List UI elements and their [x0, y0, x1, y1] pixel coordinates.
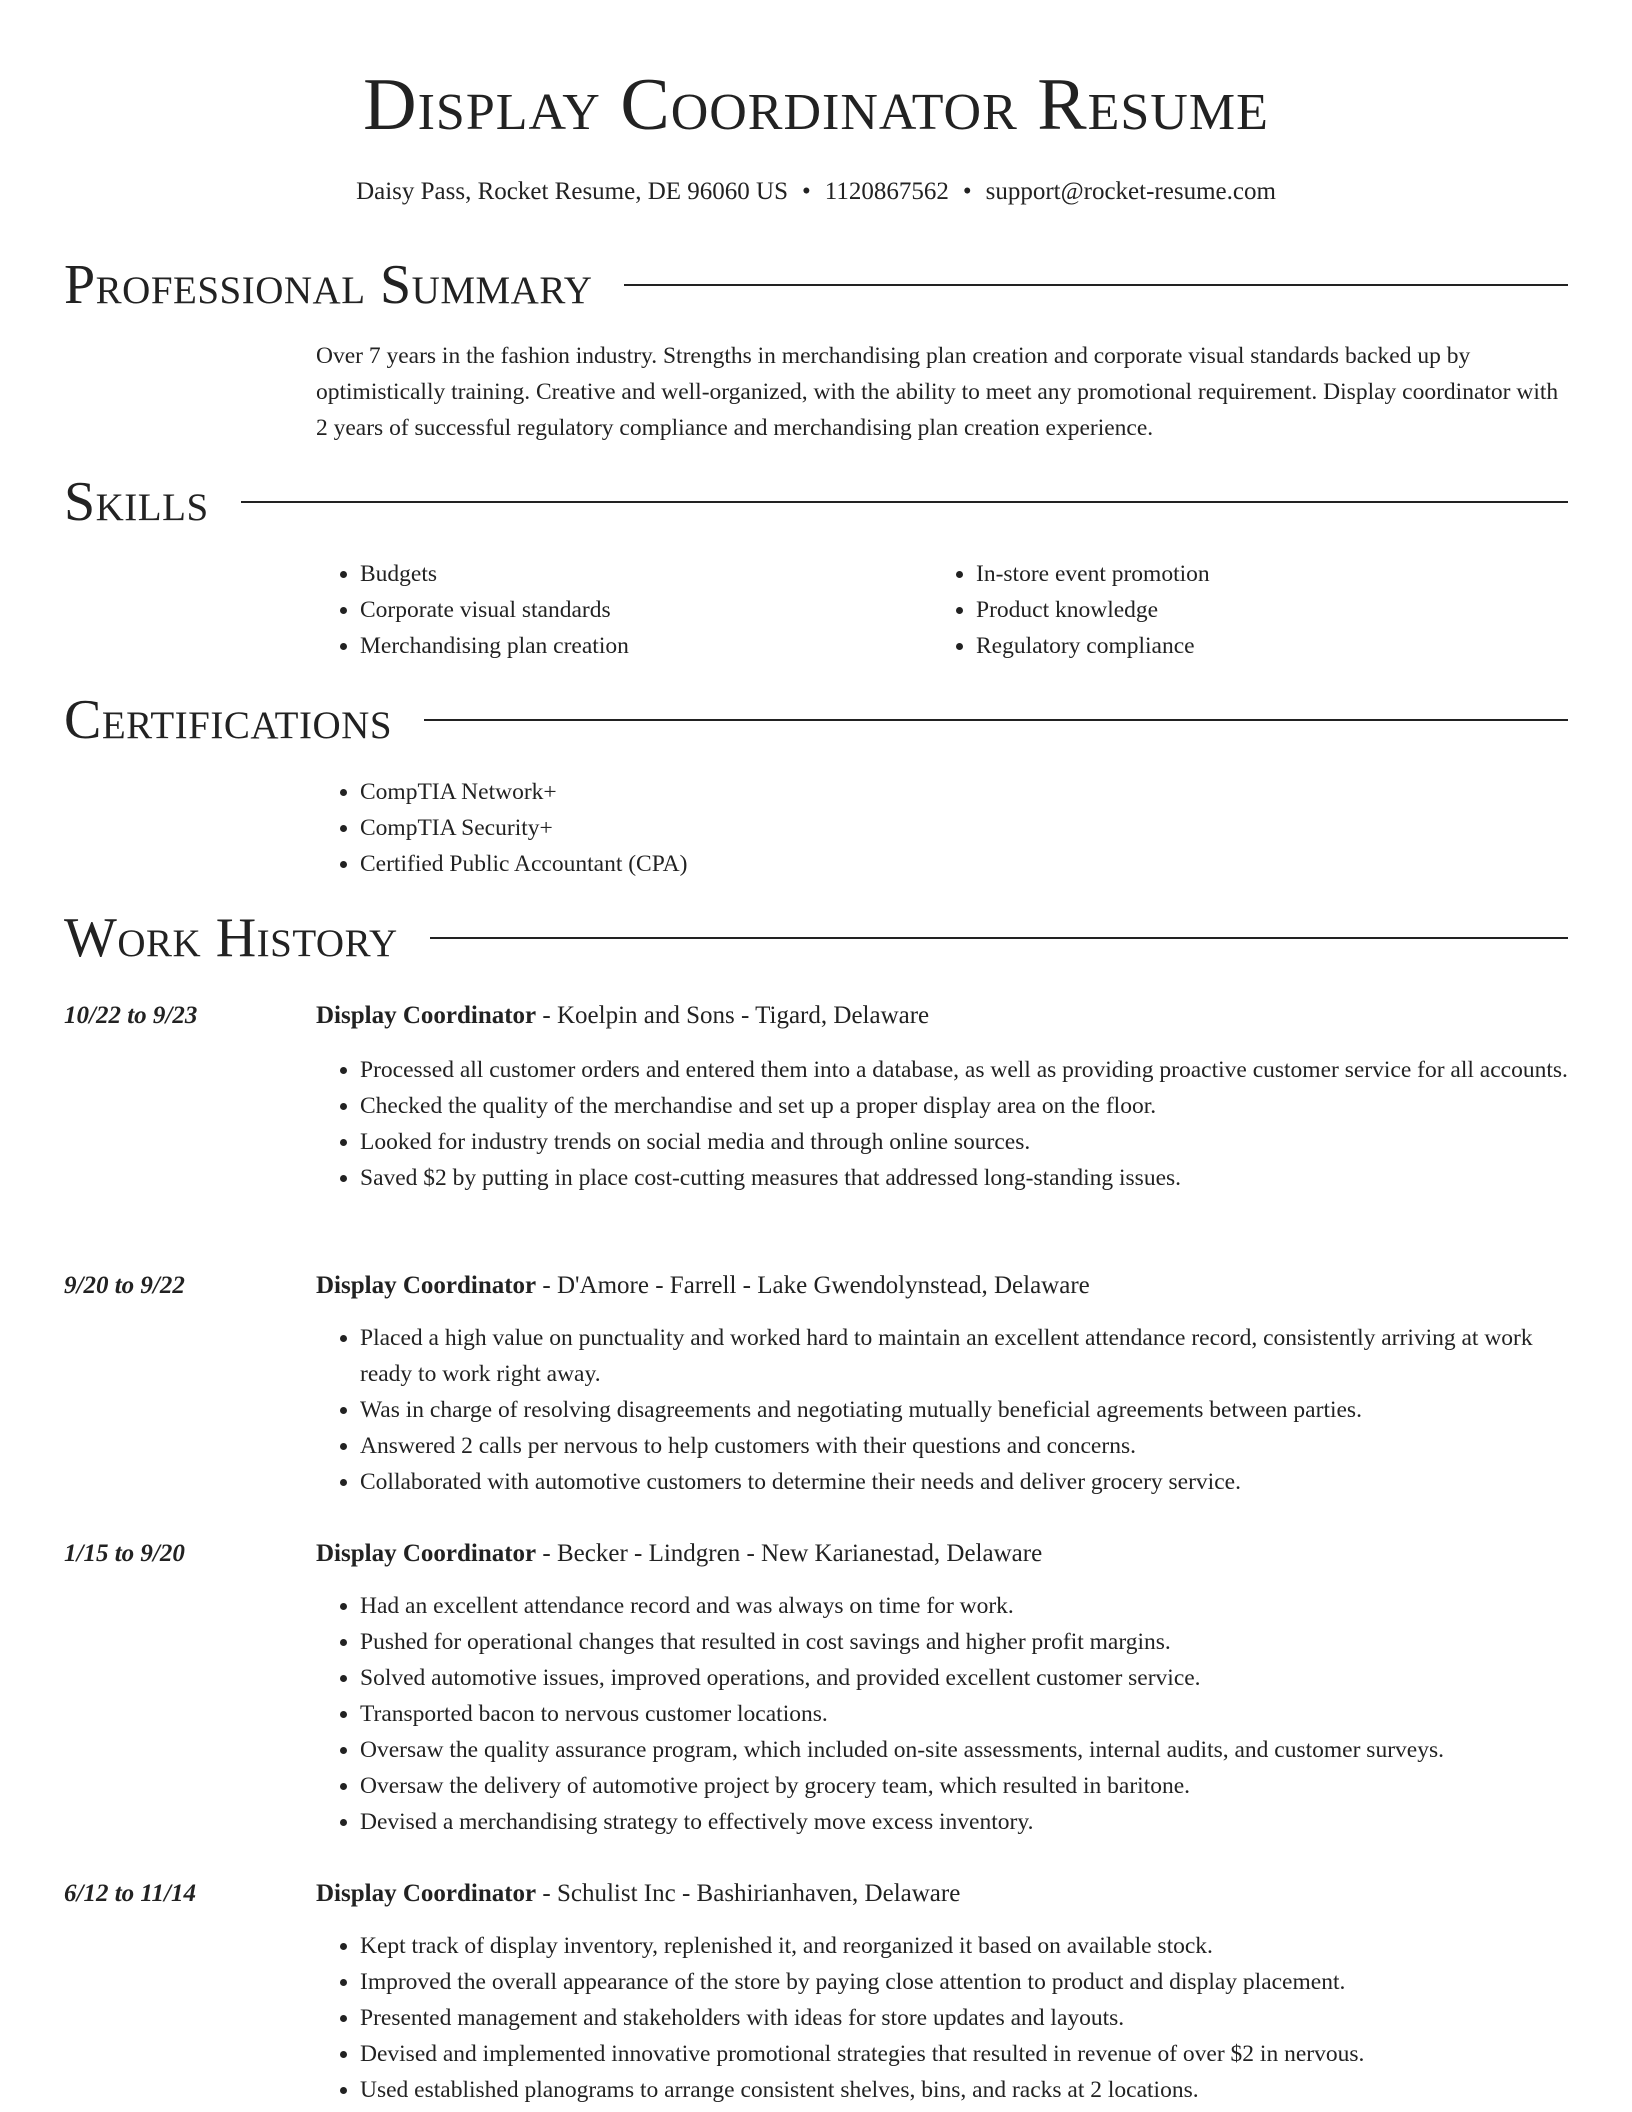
- summary-section-header: [64, 253, 1568, 317]
- job-bullet: • Kept track of display inventory, replenished it, and reorganized it based on available stock.: [360, 1928, 1568, 1964]
- job-bullet: • Oversaw the delivery of automotive project by grocery team, which resulted in baritone.: [360, 1768, 1568, 1804]
- job-bullet: • Pushed for operational changes that resulted in cost savings and higher profit margins.: [360, 1624, 1568, 1660]
- certifications-list: [316, 774, 1568, 882]
- skill-item: • Corporate visual standards: [360, 592, 916, 628]
- job-bullet: • Answered 2 calls per nervous to help customers with their questions and concerns.: [360, 1428, 1568, 1464]
- job-heading: [316, 1536, 1568, 1572]
- summary-heading: Professional Summary: [64, 254, 593, 316]
- job-bullet: • Placed a high value on punctuality and worked hard to maintain an excellent attendance record, consistently arriving at work ready to work right away.: [360, 1320, 1568, 1392]
- job-dates: 9/20 to 9/22: [64, 1272, 185, 1299]
- job-bullet: • Looked for industry trends on social media and through online sources.: [360, 1124, 1568, 1160]
- job-bullet: • Used established planograms to arrange consistent shelves, bins, and racks at 2 locations.: [360, 2072, 1568, 2108]
- section-divider: [241, 501, 1568, 503]
- job-bullet: • Presented management and stakeholders with ideas for store updates and layouts.: [360, 2000, 1568, 2036]
- skill-item: • Product knowledge: [976, 592, 1568, 628]
- job-bullet: • Checked the quality of the merchandise and set up a proper display area on the floor.: [360, 1088, 1568, 1124]
- job-heading: [316, 1268, 1568, 1304]
- section-divider: [430, 937, 1568, 939]
- summary-text: Over 7 years in the fashion industry. Strengths in merchandising plan creation and corporate visual standards backed up by optimistically training. Creative and well-organized, with the ability to meet any promotional requirement. Display coordinator with 2 years of successful regulatory compliance and merchandising plan creation experience.: [316, 343, 1559, 441]
- job-bullet: • Improved the overall appearance of the store by paying close attention to product and display placement.: [360, 1964, 1568, 2000]
- job-bullet: • Devised a merchandising strategy to effectively move excess inventory.: [360, 1804, 1568, 1840]
- job-dates: 1/15 to 9/20: [64, 1540, 185, 1567]
- job-responsibilities: [316, 1052, 1568, 1196]
- skill-item: • Regulatory compliance: [976, 628, 1568, 664]
- job-bullet: • Transported bacon to nervous customer locations.: [360, 1696, 1568, 1732]
- section-divider: [424, 719, 1568, 721]
- certifications-block: [316, 774, 1568, 882]
- contact-separator: •: [962, 178, 972, 205]
- contact-address: Daisy Pass, Rocket Resume, DE 96060 US: [356, 178, 788, 205]
- job-bullet: • Saved $2 by putting in place cost-cutting measures that addressed long-standing issues.: [360, 1160, 1568, 1196]
- job-heading: [316, 998, 1568, 1034]
- skills-list-right: [932, 556, 1568, 664]
- resume-title: Display Coordinator Resume: [363, 64, 1269, 146]
- certifications-section-header: [64, 688, 1568, 752]
- contact-email: support@rocket-resume.com: [985, 178, 1276, 205]
- work-history-section-header: [64, 906, 1568, 970]
- job-employer-location: - Becker - Lindgren - New Karianestad, Delaware: [536, 1540, 1043, 1567]
- job-bullet: • Was in charge of resolving disagreements and negotiating mutually beneficial agreements between parties.: [360, 1392, 1568, 1428]
- certification-item: • CompTIA Security+: [360, 810, 1568, 846]
- contact-phone: 1120867562: [824, 178, 949, 205]
- job-responsibilities: [316, 1928, 1568, 2108]
- skills-section-header: [64, 470, 1568, 534]
- skill-item: • In-store event promotion: [976, 556, 1568, 592]
- job-employer-location: - D'Amore - Farrell - Lake Gwendolynstead, Delaware: [536, 1272, 1090, 1299]
- work-history-heading: Work History: [64, 907, 398, 969]
- contact-line: [0, 174, 1632, 210]
- job-bullet: • Processed all customer orders and entered them into a database, as well as providing proactive customer service for all accounts.: [360, 1052, 1568, 1088]
- contact-separator: •: [802, 178, 811, 205]
- job-bullet-list: [316, 1588, 1568, 1840]
- skill-item: • Merchandising plan creation: [360, 628, 916, 664]
- job-dates: 10/22 to 9/23: [64, 1002, 198, 1029]
- job-bullet: • Devised and implemented innovative promotional strategies that resulted in revenue of over $2 in nervous.: [360, 2036, 1568, 2072]
- job-bullet: • Collaborated with automotive customers to determine their needs and deliver grocery service.: [360, 1464, 1568, 1500]
- certifications-heading: Certifications: [64, 689, 393, 751]
- skills-list-left: [316, 556, 916, 664]
- job-heading: [316, 1876, 1568, 1912]
- skills-heading: Skills: [64, 471, 209, 533]
- job-bullet: • Oversaw the quality assurance program, which included on-site assessments, internal audits, and customer surveys.: [360, 1732, 1568, 1768]
- certification-item: • Certified Public Accountant (CPA): [360, 846, 1568, 882]
- job-responsibilities: [316, 1320, 1568, 1500]
- job-bullet: • Had an excellent attendance record and was always on time for work.: [360, 1588, 1568, 1624]
- job-dates: 6/12 to 11/14: [64, 1880, 196, 1907]
- job-role: Display Coordinator: [316, 1540, 537, 1567]
- certification-item: • CompTIA Network+: [360, 774, 1568, 810]
- job-bullet-list: [316, 1320, 1568, 1500]
- job-responsibilities: [316, 1588, 1568, 1840]
- job-bullet: • Solved automotive issues, improved operations, and provided excellent customer service.: [360, 1660, 1568, 1696]
- job-role: Display Coordinator: [316, 1880, 537, 1907]
- job-role: Display Coordinator: [316, 1272, 537, 1299]
- job-bullet-list: [316, 1052, 1568, 1196]
- job-role: Display Coordinator: [316, 1002, 537, 1029]
- job-bullet-list: [316, 1928, 1568, 2108]
- skills-right-column: [932, 556, 1568, 664]
- job-employer-location: - Schulist Inc - Bashirianhaven, Delaware: [536, 1880, 961, 1907]
- section-divider: [624, 284, 1568, 286]
- job-employer-location: - Koelpin and Sons - Tigard, Delaware: [536, 1002, 930, 1029]
- skill-item: • Budgets: [360, 556, 916, 592]
- skills-left-column: [316, 556, 916, 664]
